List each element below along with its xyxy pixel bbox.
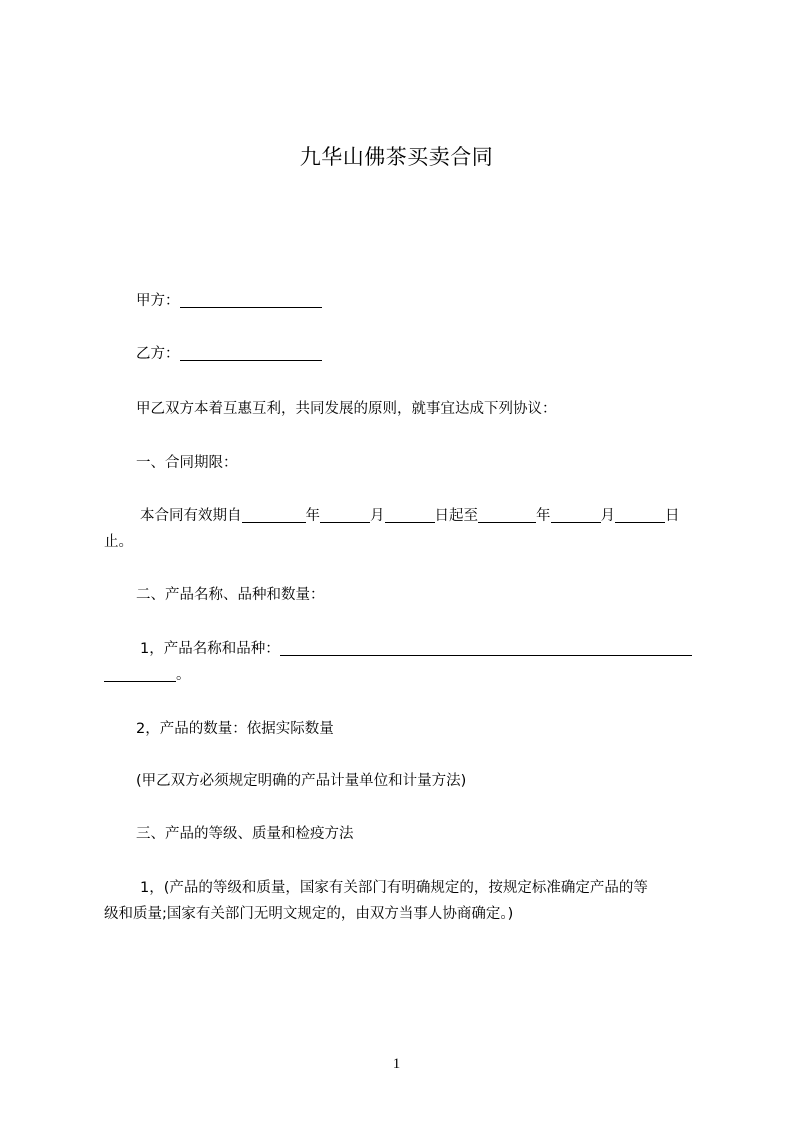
party-a-blank <box>180 291 322 308</box>
item2-note: (甲乙双方必须规定明确的产品计量单位和计量方法) <box>136 773 467 789</box>
party-b-label: 乙方： <box>136 346 180 362</box>
section2-heading: 二、产品名称、品种和数量： <box>136 587 325 603</box>
party-a-label: 甲方： <box>136 293 180 309</box>
item1-label: 1，产品名称和品种： <box>140 641 280 657</box>
item1-continuation: 。 <box>104 662 704 688</box>
term-start-month-blank <box>320 506 370 523</box>
term-start-day-blank <box>385 506 435 523</box>
item1-line <box>104 636 740 662</box>
term-start-year-blank <box>242 506 306 523</box>
party-b-blank <box>180 344 322 361</box>
product-name-blank-cont <box>104 665 176 682</box>
term-end-day-blank <box>615 506 665 523</box>
term-end-year-blank <box>478 506 536 523</box>
page-title: 九华山佛茶买卖合同 <box>299 145 494 169</box>
page-number: 1 <box>392 1056 401 1072</box>
section3-heading: 三、产品的等级、质量和检疫方法 <box>136 826 354 842</box>
section1-heading: 一、合同期限： <box>136 455 238 471</box>
term-end-month-blank <box>551 506 601 523</box>
contract-term-end: 止。 <box>104 534 133 550</box>
intro-paragraph: 甲乙双方本着互惠互利，共同发展的原则，就事宜达成下列协议： <box>136 401 557 417</box>
section3-item1-line1: 1，(产品的等级和质量，国家有关部门有明确规定的，按规定标准确定产品的等 <box>140 880 648 896</box>
product-name-blank <box>280 639 692 656</box>
section3-item1-line2: 级和质量;国家有关部门无明文规定的，由双方当事人协商确定。) <box>104 906 514 922</box>
contract-term-line: 本合同有效期自 年 月 日起至 年 月 日 <box>140 508 680 524</box>
party-a-line <box>104 288 736 314</box>
item2-line: 2，产品的数量：依据实际数量 <box>136 721 334 737</box>
party-b-line <box>104 341 736 367</box>
